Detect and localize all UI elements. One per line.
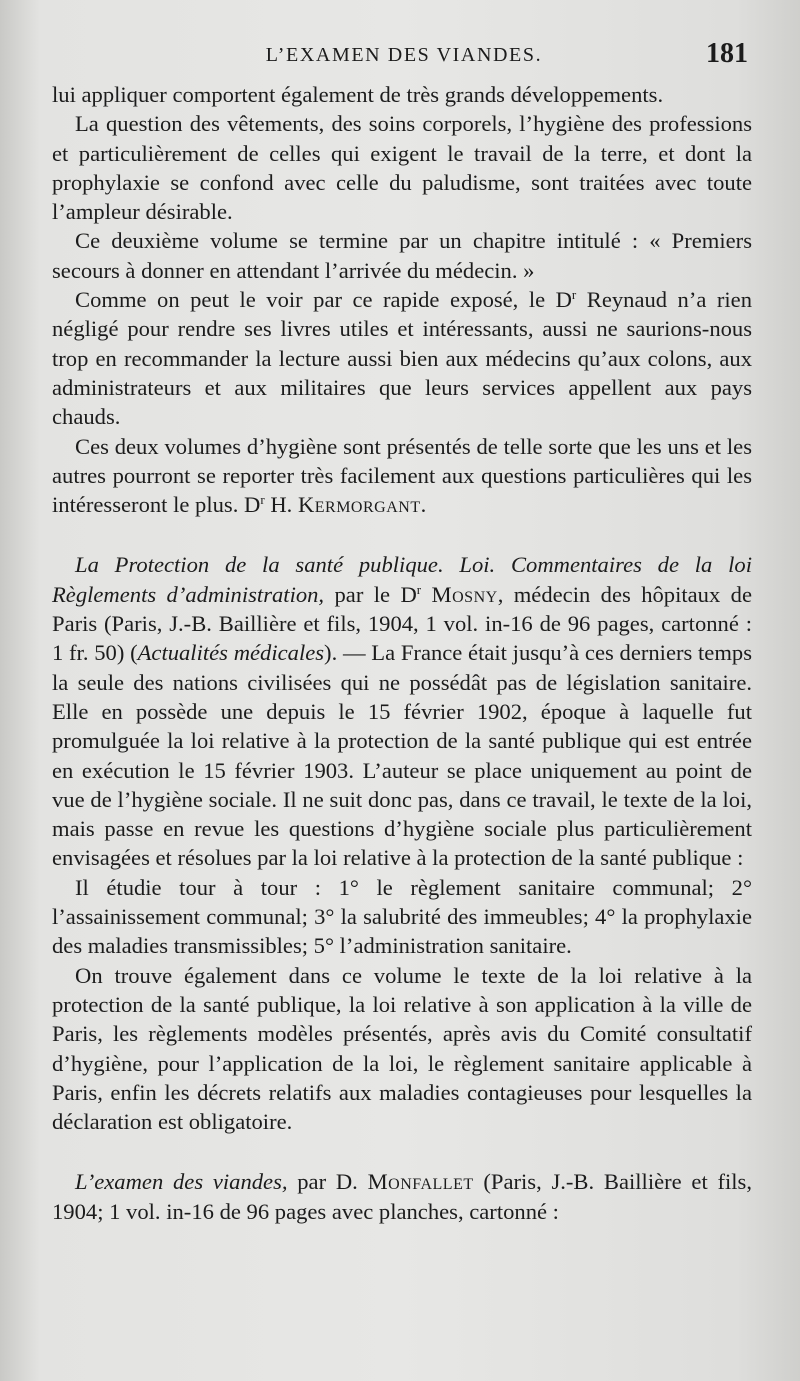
review1-p5-text-a: Ces deux volumes d’hygiène sont présentés de telle sorte que les uns et les autres pourront se reporter très facilement aux questions particulières qui les intéresseront le plus. D (52, 433, 752, 518)
review1-paragraph-5 (52, 432, 752, 520)
review1-paragraph-4 (52, 285, 752, 431)
review1-p4-text-b: Reynaud n’a rien négligé pour rendre ses livres utiles et intéressants, aussi ne saurions-nous trop en recommander la lecture aussi bien aux médecins qu’aux colons, aux administrateurs et aux militaires que leurs services appellent aux pays chauds. (52, 287, 752, 430)
review1-paragraph-1: lui appliquer comportent également de très grands développements. (52, 82, 664, 107)
page-number: 181 (706, 38, 748, 69)
review3-author: Monfallet (367, 1169, 474, 1195)
review3-title: L’examen des viandes, (75, 1169, 288, 1195)
review2-paragraph-1 (52, 550, 752, 872)
review1-p4-text-a: Comme on peut le voir par ce rapide exposé, le D (75, 287, 572, 313)
review3-publication: (Paris, J.-B. Baillière et fils, 1904; 1 vol. in-16 de 96 pages avec planches, cartonné : (52, 1169, 752, 1224)
review2-paragraph-2: Il étudie tour à tour : 1° le règlement sanitaire communal; 2° l’assainissement communal; 3° la salubrité des immeubles; 4° la prophylaxie des maladies transmissibles; 5° l’administration sanitaire. (52, 874, 752, 959)
review2-by-superscript: r (416, 581, 422, 597)
review2-paragraph-3: On trouve également dans ce volume le texte de la loi relative à la protection de la santé publique, la loi relative à son application à la ville de Paris, les règlements modèles présentés, après avis du Comité consultatif d’hygiène, pour l’application de la loi, le règlement sanitaire applicable à Paris, enfin les décrets relatifs aux maladies contagieuses pour lesquelles la déclaration est obligatoire. (52, 962, 752, 1135)
review1-p4-superscript: r (571, 287, 577, 303)
review2-publication-a: , médecin des hôpitaux de Paris (Paris, J.-B. Baillière et fils, 1904, 1 vol. in-16 de 96 pages, cartonné : 1 fr. 50) ( (52, 581, 752, 666)
review1-p5-text-b: H. (264, 492, 298, 518)
review2-publication-b: ). — La France était jusqu’à ces derniers temps la seule des nations civilisées qui ne possédât pas de législation sanitaire. Elle en possède une depuis le 15 février 1902, époque à laquelle fut promulguée la loi relative à la protection de la santé publique qui est entrée en exécution le 15 février 1903. L’auteur se place uniquement au point de vue de l’hygiène sociale. Il ne suit donc pas, dans ce travail, le texte de la loi, mais passe en revue les questions d’hygiène sociale plus particulièrement envisagées et résolues par la loi relative à la protection de la santé publique : (52, 640, 752, 871)
review1-paragraph-2: La question des vêtements, des soins corporels, l’hygiène des professions et particulièrement de celles qui exigent le travail de la terre, et dont la prophylaxie se confond avec celle du paludisme, sont traitées avec toute l’ampleur désirable. (52, 111, 752, 225)
page-body (52, 80, 752, 1226)
review1-p5-superscript: r (260, 492, 265, 508)
review2-author: Mosny (431, 581, 498, 607)
review2-by-text-a: par le D (324, 581, 417, 607)
review1-paragraph-3: Ce deuxième volume se termine par un chapitre intitulé : « Premiers secours à donner en attendant l’arrivée du médecin. » (52, 228, 752, 283)
review2-title: La Protection de la santé publique. Loi. Commentaires de la loi Règlements d’administration, (52, 552, 752, 607)
review2-series: Actualités médicales (137, 640, 325, 666)
section-gap (52, 519, 752, 550)
review3-paragraph-1 (52, 1167, 752, 1226)
running-title: L’EXAMEN DES VIANDES. (265, 44, 543, 66)
review3-by-text: par D. (287, 1169, 368, 1195)
section-gap (52, 1136, 752, 1167)
review2-by-text-b (421, 582, 431, 607)
review1-signature: Kermorgant. (297, 492, 427, 518)
page-header (60, 38, 748, 78)
